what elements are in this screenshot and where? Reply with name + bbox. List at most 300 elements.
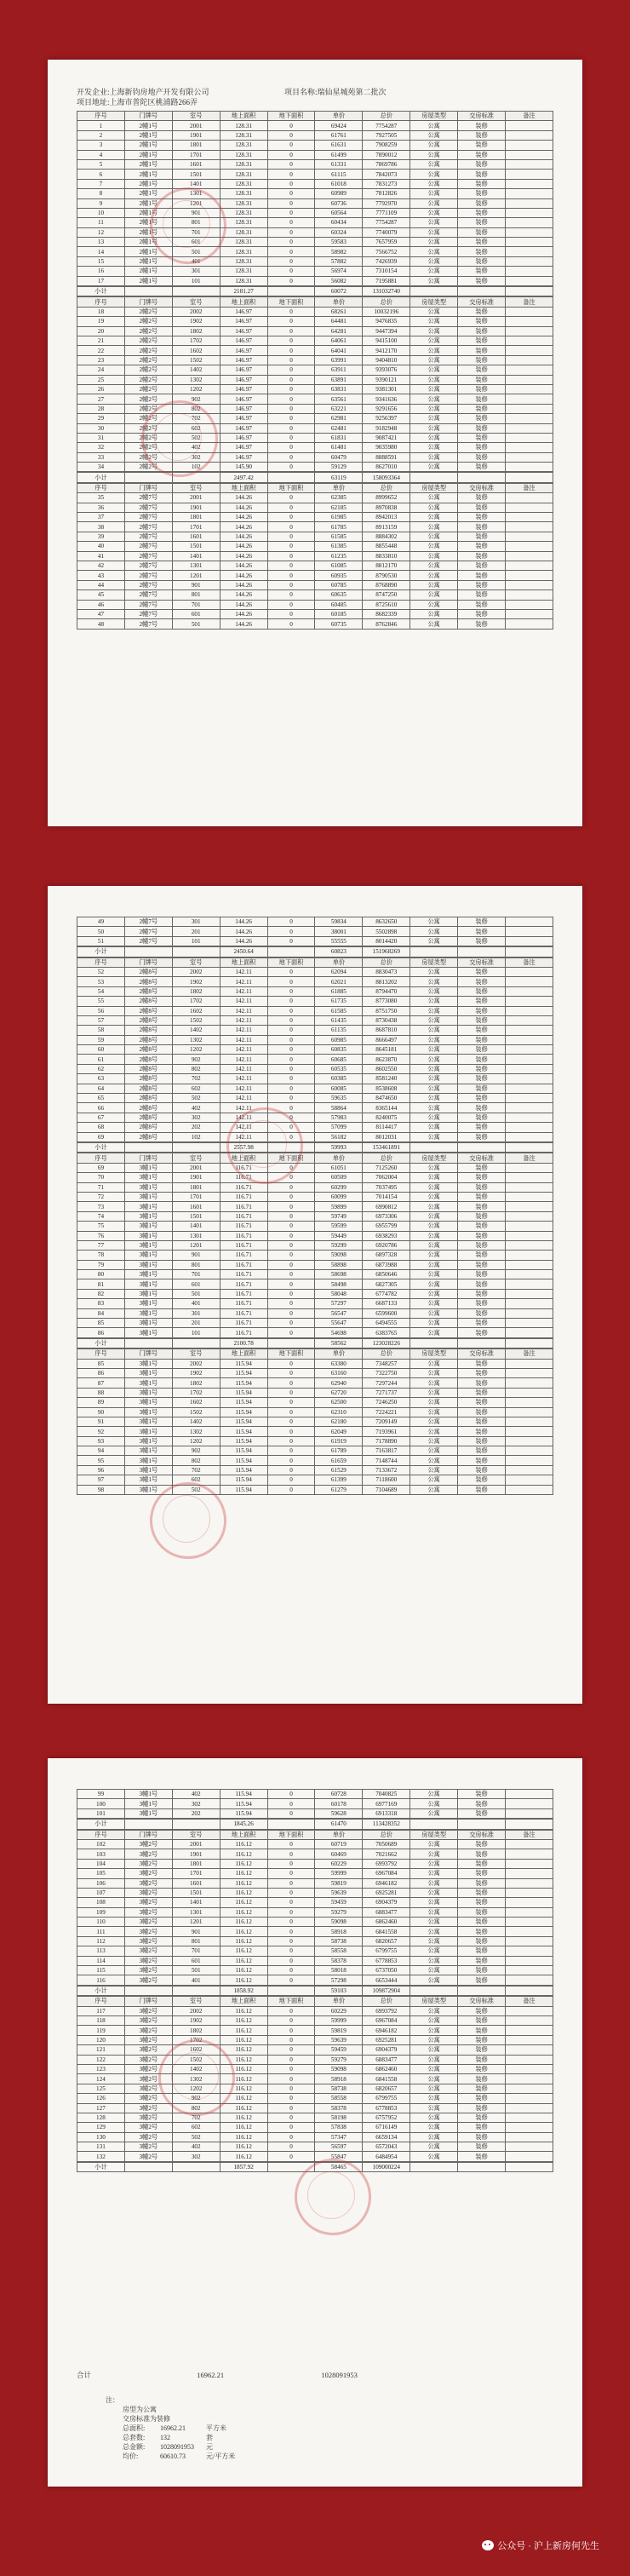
table-cell: 61529: [315, 1465, 363, 1475]
column-header: 房屋类型: [410, 1349, 458, 1359]
table-cell: 8682339: [363, 609, 410, 618]
column-header: 地上面积: [220, 957, 267, 967]
table-cell: [506, 2162, 553, 2171]
table-cell: 装修: [458, 1799, 506, 1808]
table-cell: 62310: [315, 1407, 363, 1417]
table-row: [77, 1465, 553, 1475]
table-cell: 公寓: [410, 1446, 458, 1456]
grand-total: [77, 2370, 358, 2380]
table-cell: 1901: [172, 503, 220, 512]
table-cell: 0: [267, 2055, 315, 2064]
table-cell: 7104689: [363, 1485, 410, 1494]
table-cell: 公寓: [410, 551, 458, 561]
table-cell: 8884302: [363, 532, 410, 541]
table-cell: 6955799: [363, 1222, 410, 1231]
table-row: [77, 1398, 553, 1407]
table-cell: 27: [77, 394, 125, 404]
table-cell: 1501: [172, 170, 220, 179]
table-cell: 146.97: [220, 394, 267, 404]
table-cell: 57838: [315, 2123, 363, 2132]
table-cell: 7037495: [363, 1182, 410, 1192]
table-row: [77, 1898, 553, 1907]
document-page-1: [48, 60, 582, 826]
table-cell: 2001: [172, 121, 220, 130]
table-cell: 3幢2号: [124, 1878, 172, 1888]
table-cell: [506, 503, 553, 512]
table-cell: 1902: [172, 977, 220, 986]
column-header: 地下面积: [267, 1997, 315, 2006]
column-header: 房屋类型: [410, 1830, 458, 1839]
table-cell: [506, 423, 553, 433]
table-cell: 0: [267, 1878, 315, 1888]
table-cell: 7125260: [363, 1163, 410, 1172]
table-cell: 2幢7号: [124, 503, 172, 512]
table-cell: 3幢1号: [124, 1211, 172, 1221]
table-cell: 0: [267, 150, 315, 159]
table-cell: [458, 1820, 506, 1829]
table-cell: 60785: [315, 580, 363, 589]
table-cell: 48: [77, 619, 125, 629]
table-cell: 142.11: [220, 1132, 267, 1141]
table-cell: 601: [172, 1956, 220, 1965]
column-header: 门牌号: [124, 1153, 172, 1163]
table-cell: 115.94: [220, 1398, 267, 1407]
price-table: [77, 1789, 553, 1819]
table-cell: 119: [77, 2026, 125, 2035]
table-cell: 1601: [172, 1878, 220, 1888]
table-cell: 4: [77, 150, 125, 159]
table-cell: [506, 130, 553, 140]
table-cell: 55: [77, 997, 125, 1006]
table-cell: 0: [267, 522, 315, 532]
table-cell: 1802: [172, 1378, 220, 1388]
notes-summary-label: 总套数:: [123, 2434, 146, 2441]
table-cell: 0: [267, 1015, 315, 1025]
table-cell: 公寓: [410, 1359, 458, 1368]
table-cell: 装修: [458, 256, 506, 266]
table-cell: 128.31: [220, 227, 267, 237]
table-cell: 装修: [458, 227, 506, 237]
table-cell: 142.11: [220, 1064, 267, 1073]
table-cell: 56082: [315, 276, 363, 285]
table-cell: 7209149: [363, 1417, 410, 1426]
table-cell: 59819: [315, 2026, 363, 2035]
column-header: 房屋类型: [410, 1153, 458, 1163]
table-cell: 0: [267, 1849, 315, 1859]
table-cell: 902: [172, 394, 220, 404]
table-cell: 59103: [315, 1986, 363, 1995]
table-cell: 装修: [458, 2113, 506, 2122]
table-cell: 68: [77, 1123, 125, 1132]
table-cell: 116.12: [220, 1839, 267, 1849]
table-cell: 1701: [172, 522, 220, 532]
table-cell: 装修: [458, 2035, 506, 2044]
table-cell: 7322750: [363, 1368, 410, 1377]
table-cell: 7118600: [363, 1475, 410, 1485]
subtotal-row: [77, 1986, 553, 1995]
column-header: 地上面积: [220, 1830, 267, 1839]
table-cell: 56182: [315, 1132, 363, 1141]
table-cell: 101: [77, 1808, 125, 1818]
table-cell: 公寓: [410, 267, 458, 276]
table-cell: 142.11: [220, 1006, 267, 1015]
column-header: 室号: [172, 1153, 220, 1163]
table-cell: [124, 287, 172, 296]
table-cell: 115.94: [220, 1799, 267, 1808]
table-cell: 0: [267, 1279, 315, 1289]
table-cell: 7040825: [363, 1790, 410, 1799]
table-cell: 公寓: [410, 977, 458, 986]
table-cell: 26: [77, 384, 125, 394]
table-cell: 58048: [315, 1289, 363, 1298]
table-cell: 55555: [315, 936, 363, 946]
table-cell: 115.94: [220, 1436, 267, 1446]
table-row: [77, 551, 553, 561]
table-cell: [506, 1808, 553, 1818]
table-cell: 0: [267, 404, 315, 413]
table-cell: 95: [77, 1456, 125, 1465]
table-cell: 公寓: [410, 433, 458, 442]
subtotal-row: [77, 473, 553, 482]
table-cell: 0: [267, 2045, 315, 2055]
table-cell: 公寓: [410, 2113, 458, 2122]
table-cell: 装修: [458, 1888, 506, 1897]
table-row: [77, 1084, 553, 1093]
table-cell: 0: [267, 326, 315, 336]
table-cell: 2幢8号: [124, 1035, 172, 1044]
table-cell: 3幢1号: [124, 1260, 172, 1269]
table-cell: [172, 1338, 220, 1348]
table-cell: 1301: [172, 1907, 220, 1917]
table-cell: 60719: [315, 1839, 363, 1849]
table-cell: 3幢2号: [124, 1936, 172, 1946]
table-row: [77, 208, 553, 217]
table-cell: 51: [77, 936, 125, 946]
table-cell: 1702: [172, 336, 220, 345]
table-cell: 61435: [315, 1015, 363, 1025]
table-cell: [458, 947, 506, 957]
table-cell: 97: [77, 1475, 125, 1485]
table-cell: 109872904: [363, 1986, 410, 1995]
table-cell: 142.11: [220, 1084, 267, 1093]
table-cell: 公寓: [410, 1427, 458, 1436]
notes-summary-label: 总金额:: [123, 2443, 146, 2451]
table-cell: 146.97: [220, 307, 267, 316]
table-cell: 6494555: [363, 1319, 410, 1328]
table-cell: 61789: [315, 1446, 363, 1456]
column-header: 室号: [172, 297, 220, 307]
table-cell: 公寓: [410, 1289, 458, 1298]
table-cell: 1702: [172, 2035, 220, 2044]
table-cell: 86: [77, 1328, 125, 1337]
table-cell: 0: [267, 542, 315, 551]
table-cell: 装修: [458, 1378, 506, 1388]
table-cell: 6862460: [363, 2064, 410, 2073]
table-cell: 0: [267, 1446, 315, 1456]
table-cell: 0: [267, 2152, 315, 2161]
table-cell: 2幢2号: [124, 443, 172, 452]
table-cell: 公寓: [410, 571, 458, 580]
table-cell: 1901: [172, 1173, 220, 1182]
table-cell: 装修: [458, 1094, 506, 1103]
price-table: [77, 917, 553, 946]
table-cell: 99: [77, 1790, 125, 1799]
table-cell: [506, 1398, 553, 1407]
notes-summary-row: [123, 2424, 235, 2433]
table-cell: 45: [77, 590, 125, 600]
table-cell: 116.12: [220, 2006, 267, 2015]
table-cell: 96: [77, 1465, 125, 1475]
table-cell: 2幢8号: [124, 1064, 172, 1073]
table-cell: 93: [77, 1436, 125, 1446]
table-cell: 116.12: [220, 2045, 267, 2055]
document-page-2: [48, 886, 582, 1704]
table-row: [77, 1888, 553, 1897]
table-cell: [172, 1820, 220, 1829]
table-cell: 装修: [458, 1182, 506, 1192]
table-cell: 57297: [315, 1299, 363, 1308]
table-cell: 58558: [315, 1946, 363, 1956]
price-table: [77, 1153, 553, 1337]
table-cell: 公寓: [410, 384, 458, 394]
table-cell: 61279: [315, 1485, 363, 1494]
table-cell: 0: [267, 619, 315, 629]
column-header: 房屋类型: [410, 1997, 458, 2006]
table-cell: 59459: [315, 2045, 363, 2055]
table-cell: 3幢2号: [124, 1946, 172, 1956]
table-cell: 8830473: [363, 967, 410, 976]
table-cell: 128.31: [220, 121, 267, 130]
table-cell: 装修: [458, 1074, 506, 1084]
table-cell: 公寓: [410, 580, 458, 589]
table-cell: 52: [77, 967, 125, 976]
table-cell: [458, 1986, 506, 1995]
table-row: [77, 1211, 553, 1221]
table-cell: [506, 1045, 553, 1055]
table-cell: [506, 238, 553, 247]
table-cell: 3幢2号: [124, 2152, 172, 2161]
table-cell: [410, 1142, 458, 1152]
company-seal: [150, 1482, 226, 1559]
table-cell: 701: [172, 1946, 220, 1956]
table-cell: 公寓: [410, 1163, 458, 1172]
table-cell: 0: [267, 1956, 315, 1965]
table-cell: 60178: [315, 1799, 363, 1808]
table-cell: 8602550: [363, 1064, 410, 1073]
table-cell: 6946182: [363, 2026, 410, 2035]
table-cell: 2001: [172, 1163, 220, 1172]
column-header: 总价: [363, 1997, 410, 2006]
table-cell: 5502898: [363, 927, 410, 936]
table-cell: 公寓: [410, 561, 458, 570]
table-cell: 6659134: [363, 2132, 410, 2142]
table-cell: 装修: [458, 443, 506, 452]
table-cell: 0: [267, 1006, 315, 1015]
table-cell: 58378: [315, 1956, 363, 1965]
table-cell: 59129: [315, 463, 363, 472]
table-cell: 2幢7号: [124, 600, 172, 609]
table-cell: 0: [267, 503, 315, 512]
table-cell: 公寓: [410, 1398, 458, 1407]
column-header: 门牌号: [124, 1997, 172, 2006]
table-cell: [506, 326, 553, 336]
table-cell: 59993: [315, 1142, 363, 1152]
table-cell: 116.12: [220, 2152, 267, 2161]
notes-summary-label: 总面积:: [123, 2424, 146, 2432]
table-cell: 装修: [458, 394, 506, 404]
column-header: 交房标准: [458, 112, 506, 121]
table-cell: 装修: [458, 1173, 506, 1182]
table-cell: 0: [267, 1907, 315, 1917]
table-cell: 1502: [172, 1407, 220, 1417]
table-cell: [506, 159, 553, 169]
table-cell: 3幢2号: [124, 1869, 172, 1878]
table-cell: 8747250: [363, 590, 410, 600]
table-cell: [506, 1222, 553, 1231]
table-cell: 0: [267, 307, 315, 316]
table-cell: [506, 384, 553, 394]
column-header: 地上面积: [220, 483, 267, 492]
table-cell: 公寓: [410, 443, 458, 452]
table-cell: 6913318: [363, 1808, 410, 1818]
table-cell: 1901: [172, 130, 220, 140]
table-cell: 8538608: [363, 1084, 410, 1093]
table-row: [77, 619, 553, 629]
table-cell: 9393076: [363, 365, 410, 375]
table-cell: 0: [267, 571, 315, 580]
table-cell: 116.71: [220, 1222, 267, 1231]
table-cell: 7178890: [363, 1436, 410, 1446]
table-cell: 7: [77, 179, 125, 188]
table-cell: 公寓: [410, 513, 458, 522]
table-cell: 60823: [315, 947, 363, 957]
table-cell: 114: [77, 1956, 125, 1965]
table-cell: 8581240: [363, 1074, 410, 1084]
table-cell: 146.97: [220, 452, 267, 462]
table-cell: 0: [267, 997, 315, 1006]
table-row: [77, 580, 553, 589]
table-row: [77, 1878, 553, 1888]
table-cell: 132: [77, 2152, 125, 2161]
table-cell: 0: [267, 170, 315, 179]
table-cell: 1801: [172, 1182, 220, 1192]
table-cell: 8730438: [363, 1015, 410, 1025]
table-cell: 116.71: [220, 1270, 267, 1279]
table-cell: [506, 1799, 553, 1808]
table-cell: 3幢2号: [124, 2103, 172, 2113]
table-cell: 公寓: [410, 1006, 458, 1015]
table-cell: 58698: [315, 1270, 363, 1279]
table-cell: 公寓: [410, 2074, 458, 2084]
table-cell: 1801: [172, 513, 220, 522]
table-cell: 装修: [458, 404, 506, 413]
table-cell: 1902: [172, 317, 220, 326]
table-cell: 63380: [315, 1359, 363, 1368]
table-cell: [506, 1820, 553, 1829]
table-cell: [506, 2006, 553, 2015]
table-cell: 1601: [172, 532, 220, 541]
column-header: 总价: [363, 1830, 410, 1839]
company-seal: [150, 187, 226, 264]
table-cell: 7348257: [363, 1359, 410, 1368]
table-row: [77, 238, 553, 247]
table-cell: 公寓: [410, 1849, 458, 1859]
table-row: [77, 276, 553, 285]
table-cell: 公寓: [410, 394, 458, 404]
table-cell: 装修: [458, 1436, 506, 1446]
table-cell: 78: [77, 1251, 125, 1260]
table-cell: 0: [267, 1103, 315, 1113]
table-cell: 63: [77, 1074, 125, 1084]
table-row: [77, 997, 553, 1006]
table-header-row: [77, 1997, 553, 2006]
table-cell: 59999: [315, 2015, 363, 2025]
table-cell: 装修: [458, 1966, 506, 1975]
table-cell: 装修: [458, 1308, 506, 1318]
table-cell: 8768890: [363, 580, 410, 589]
table-cell: 装修: [458, 1260, 506, 1269]
table-cell: 7133672: [363, 1465, 410, 1475]
table-cell: 0: [267, 1308, 315, 1318]
table-cell: 9412170: [363, 346, 410, 355]
table-row: [77, 1918, 553, 1927]
table-cell: 装修: [458, 1936, 506, 1946]
table-cell: 6778853: [363, 2103, 410, 2113]
table-cell: [458, 1142, 506, 1152]
table-cell: 128.31: [220, 130, 267, 140]
table-cell: 116.71: [220, 1251, 267, 1260]
table-cell: 装修: [458, 1388, 506, 1397]
table-cell: 402: [172, 443, 220, 452]
table-cell: 59279: [315, 2055, 363, 2064]
table-row: [77, 2152, 553, 2161]
table-cell: 1701: [172, 1192, 220, 1201]
table-cell: 116.12: [220, 1888, 267, 1897]
table-cell: 6973306: [363, 1211, 410, 1221]
column-header: 单价: [315, 1153, 363, 1163]
table-cell: 装修: [458, 2103, 506, 2113]
table-cell: 0: [267, 121, 315, 130]
table-cell: 6904379: [363, 1898, 410, 1907]
table-cell: 15: [77, 256, 125, 266]
table-cell: 公寓: [410, 365, 458, 375]
table-cell: 115.94: [220, 1446, 267, 1456]
table-cell: 公寓: [410, 1074, 458, 1084]
table-cell: 公寓: [410, 1308, 458, 1318]
table-row: [77, 1417, 553, 1426]
table-cell: 装修: [458, 1240, 506, 1250]
table-cell: 装修: [458, 1446, 506, 1456]
table-row: [77, 1289, 553, 1298]
table-cell: 88: [77, 1388, 125, 1397]
table-row: [77, 1799, 553, 1808]
table-cell: 127: [77, 2103, 125, 2113]
table-row: [77, 2084, 553, 2093]
table-cell: 3幢2号: [124, 1888, 172, 1897]
table-cell: 装修: [458, 1918, 506, 1927]
table-row: [77, 513, 553, 522]
table-cell: 0: [267, 1084, 315, 1093]
column-header: 地下面积: [267, 1153, 315, 1163]
table-cell: 公寓: [410, 1094, 458, 1103]
table-cell: 2幢7号: [124, 493, 172, 503]
table-cell: 公寓: [410, 542, 458, 551]
table-cell: 116.71: [220, 1328, 267, 1337]
table-cell: 128.31: [220, 276, 267, 285]
table-cell: 装修: [458, 1398, 506, 1407]
table-cell: 59: [77, 1035, 125, 1044]
table-cell: 0: [267, 977, 315, 986]
